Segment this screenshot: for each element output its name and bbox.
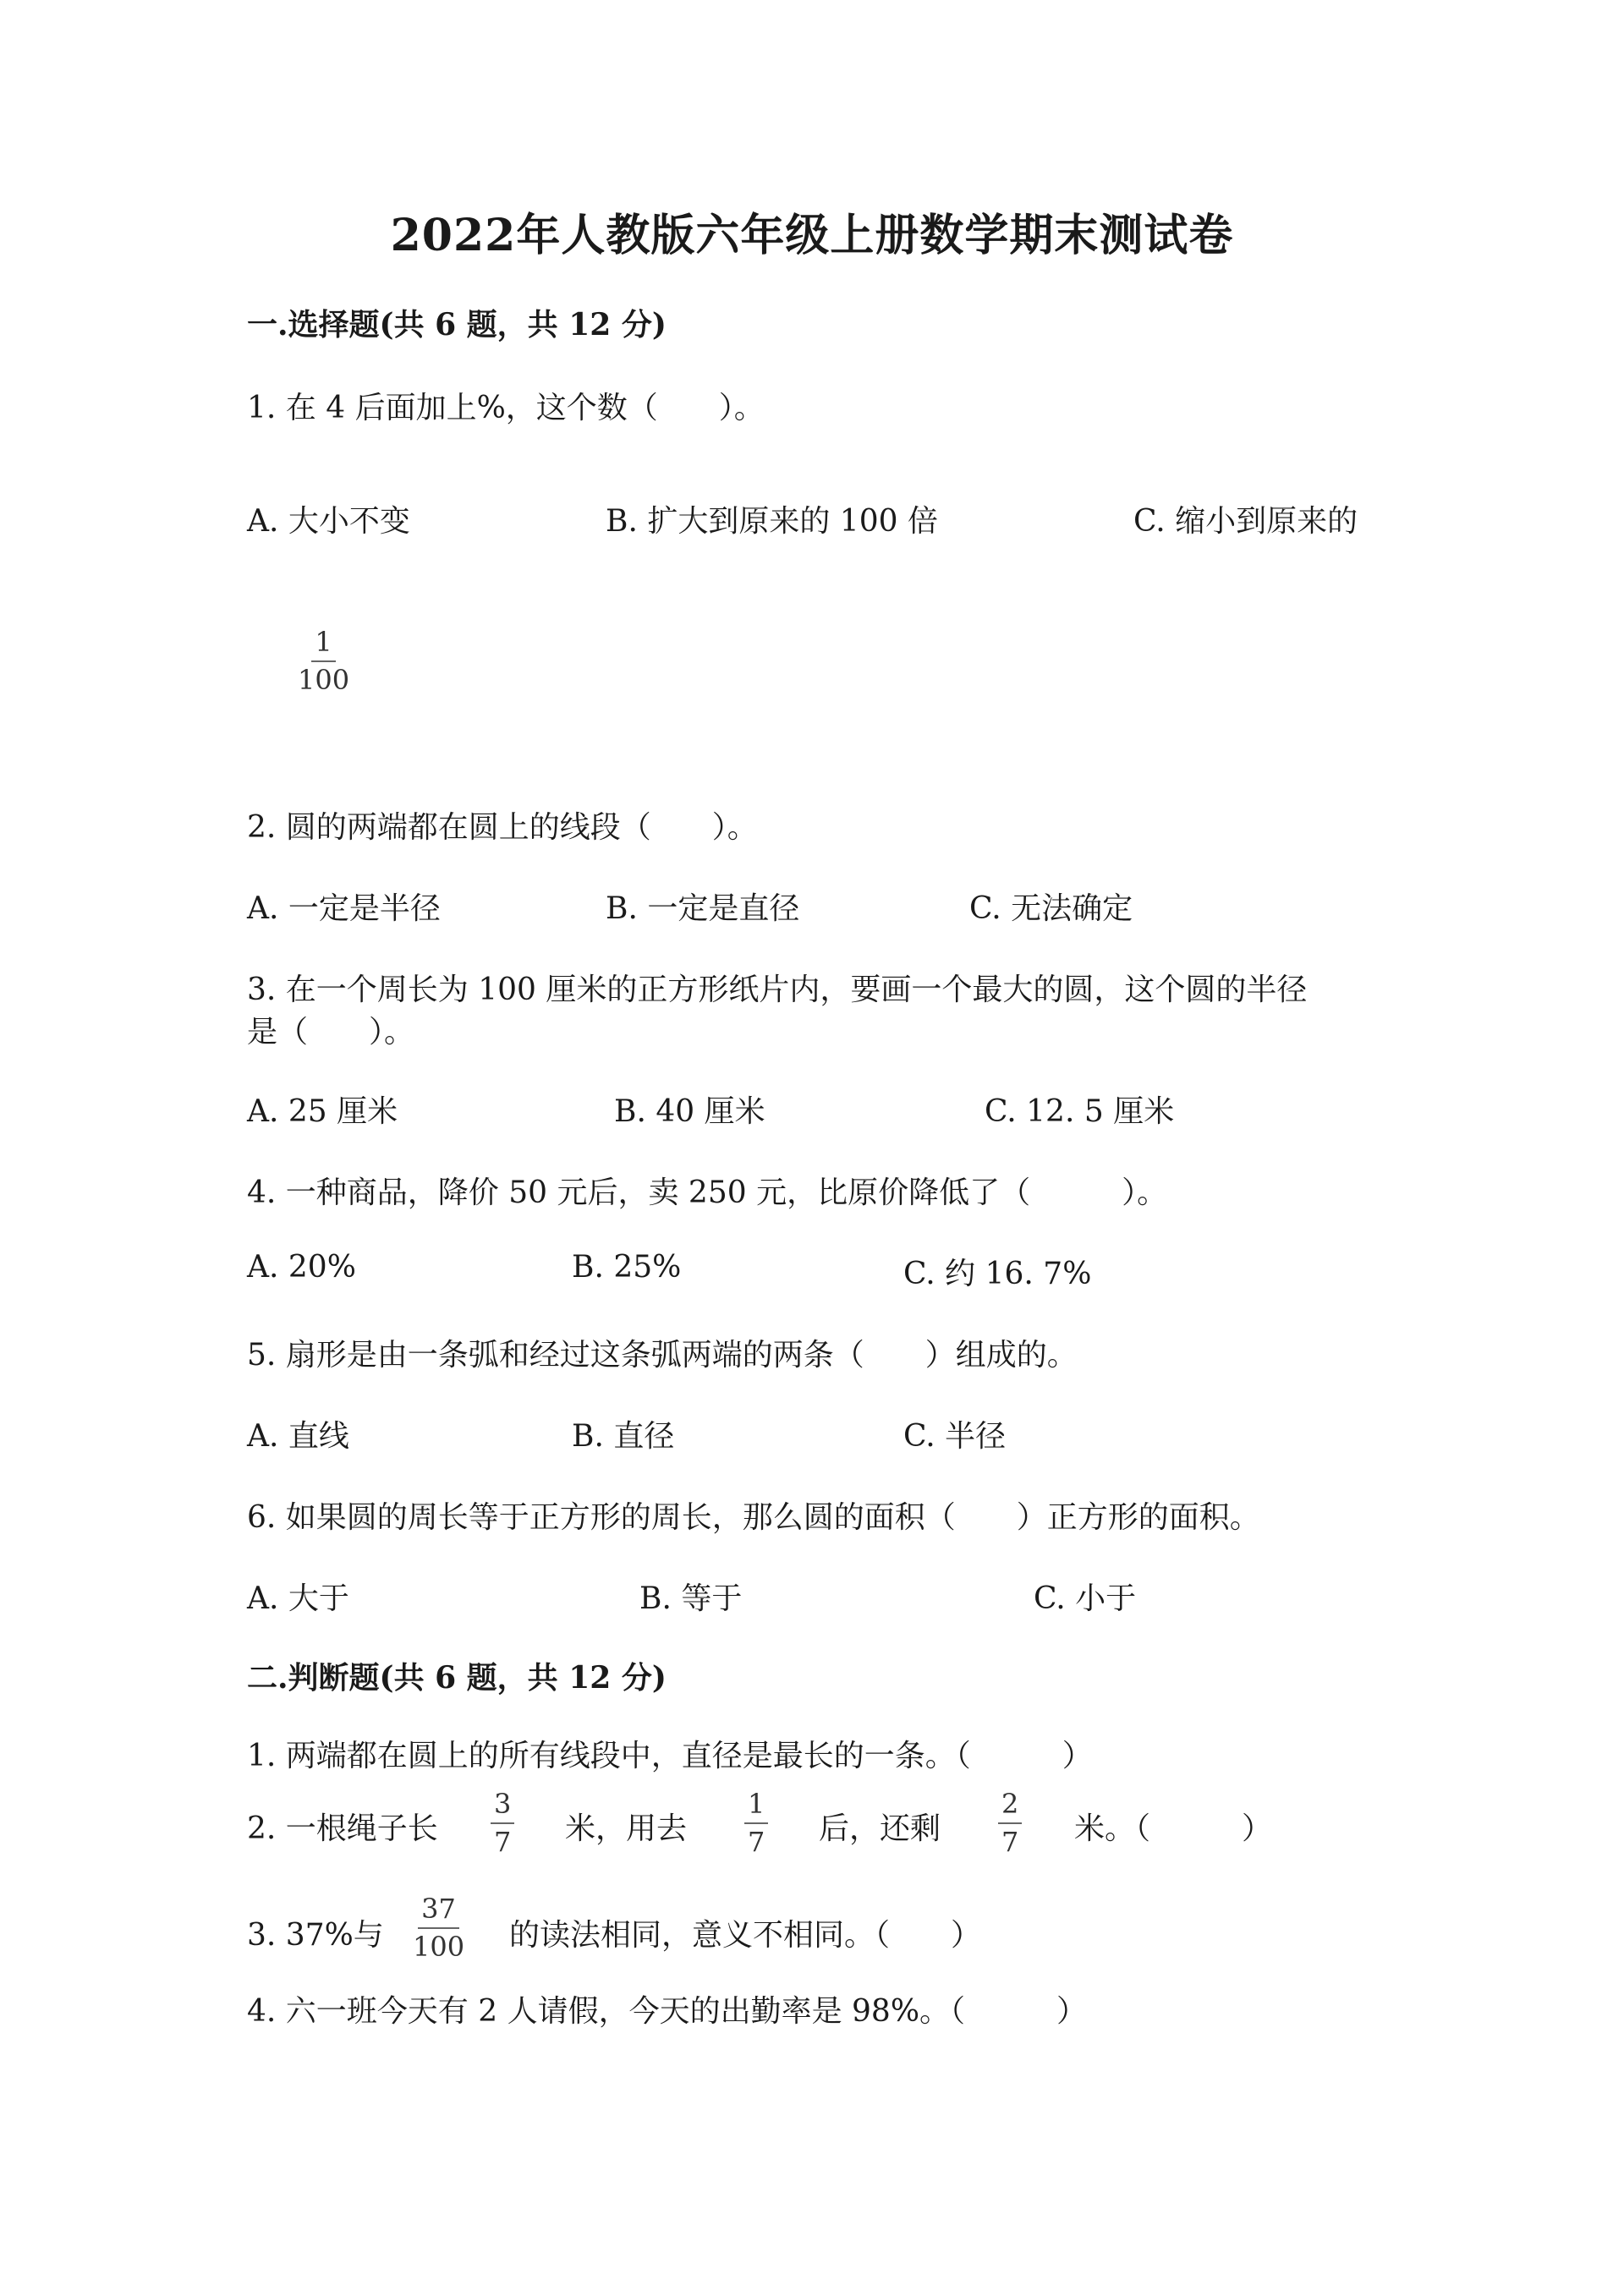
section-heading-choice: 一.选择题(共 6 题，共 12 分) bbox=[247, 307, 667, 342]
option-2c: C. 无法确定 bbox=[969, 891, 1133, 926]
option-1a: A. 大小不变 bbox=[247, 504, 410, 539]
page-title: 2022年人教版六年级上册数学期末测试卷 bbox=[390, 210, 1234, 261]
option-4c: C. 约 16. 7% bbox=[903, 1257, 1092, 1291]
fraction-numerator: 1 bbox=[311, 627, 335, 662]
fraction-denominator: 100 bbox=[298, 664, 350, 697]
option-5c: C. 半径 bbox=[903, 1419, 1007, 1454]
question-1: 1. 在 4 后面加上%，这个数（ ）。 bbox=[247, 391, 765, 425]
option-1c: C. 缩小到原来的 bbox=[1133, 504, 1358, 539]
option-4b: B. 25% bbox=[572, 1250, 682, 1285]
question-2: 2. 圆的两端都在圆上的线段（ ）。 bbox=[247, 810, 758, 845]
option-5a: A. 直线 bbox=[247, 1419, 349, 1454]
option-6c: C. 小于 bbox=[1034, 1581, 1137, 1616]
judgement-2-part4: 米。（ ） bbox=[1074, 1811, 1273, 1846]
fraction-numerator: 3 bbox=[491, 1789, 514, 1824]
fraction-numerator: 37 bbox=[418, 1894, 459, 1929]
option-4a: A. 20% bbox=[247, 1250, 356, 1285]
option-5b: B. 直径 bbox=[572, 1419, 675, 1454]
option-6a: A. 大于 bbox=[247, 1581, 349, 1616]
question-3-line1: 3. 在一个周长为 100 厘米的正方形纸片内，要画一个最大的圆，这个圆的半径 bbox=[247, 973, 1308, 1007]
fraction-2-7 bbox=[998, 1789, 1022, 1857]
judgement-3-part2: 的读法相同，意义不相同。（ ） bbox=[509, 1918, 982, 1953]
option-3a: A. 25 厘米 bbox=[247, 1094, 398, 1129]
option-3b: B. 40 厘米 bbox=[614, 1094, 765, 1129]
fraction-denominator: 100 bbox=[413, 1931, 465, 1964]
option-6b: B. 等于 bbox=[639, 1581, 743, 1616]
fraction-numerator: 2 bbox=[998, 1789, 1022, 1824]
fraction-denominator: 7 bbox=[494, 1826, 512, 1859]
question-4: 4. 一种商品，降价 50 元后，卖 250 元，比原价降低了（ ）。 bbox=[247, 1175, 1168, 1210]
fraction-1-100 bbox=[294, 627, 353, 695]
fraction-denominator: 7 bbox=[748, 1826, 765, 1859]
fraction-numerator: 1 bbox=[744, 1789, 768, 1824]
judgement-1: 1. 两端都在圆上的所有线段中，直径是最长的一条。（ ） bbox=[247, 1739, 1093, 1773]
judgement-2-part1: 2. 一根绳子长 bbox=[247, 1811, 438, 1846]
judgement-2-part2: 米，用去 bbox=[565, 1811, 688, 1846]
question-6: 6. 如果圆的周长等于正方形的周长，那么圆的面积（ ）正方形的面积。 bbox=[247, 1500, 1260, 1535]
option-2b: B. 一定是直径 bbox=[606, 891, 800, 926]
question-3-line2: 是（ ）。 bbox=[247, 1015, 415, 1049]
fraction-37-100 bbox=[409, 1894, 468, 1962]
option-3c: C. 12. 5 厘米 bbox=[985, 1094, 1175, 1129]
judgement-3-part1: 3. 37%与 bbox=[247, 1918, 384, 1953]
fraction-3-7 bbox=[491, 1789, 514, 1857]
option-1b: B. 扩大到原来的 100 倍 bbox=[606, 504, 938, 539]
fraction-denominator: 7 bbox=[1001, 1826, 1019, 1859]
judgement-4: 4. 六一班今天有 2 人请假，今天的出勤率是 98%。（ ） bbox=[247, 1994, 1088, 2029]
section-heading-judgement: 二.判断题(共 6 题，共 12 分) bbox=[247, 1660, 667, 1696]
fraction-1-7 bbox=[744, 1789, 768, 1857]
question-5: 5. 扇形是由一条弧和经过这条弧两端的两条（ ）组成的。 bbox=[247, 1338, 1078, 1373]
judgement-2-part3: 后，还剩 bbox=[819, 1811, 941, 1846]
option-2a: A. 一定是半径 bbox=[247, 891, 441, 926]
